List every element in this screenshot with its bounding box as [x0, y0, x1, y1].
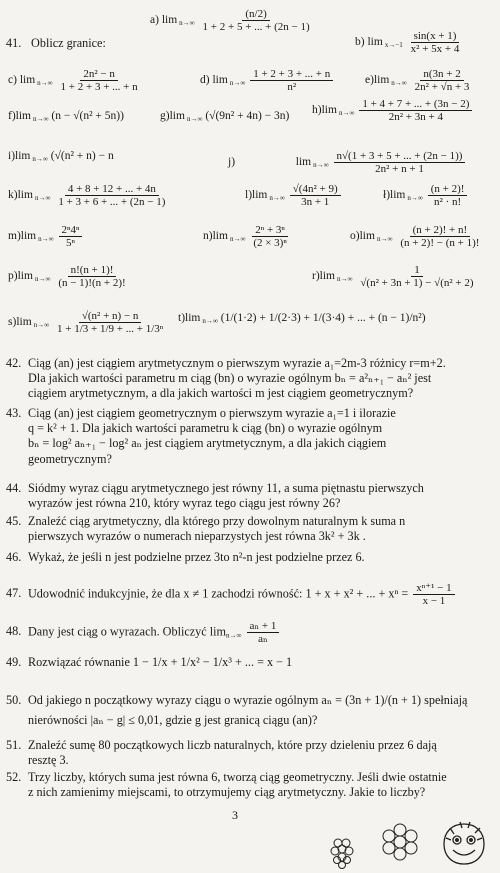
fraction: [413, 582, 454, 607]
lim-sub: n→∞: [34, 194, 51, 203]
lim-word: lim: [17, 270, 33, 283]
problem-number: 45.: [6, 514, 22, 528]
item-label: m): [8, 230, 21, 243]
denominator: (2 × 3)ⁿ: [253, 237, 287, 249]
fraction: [55, 183, 168, 208]
lim-word: lim: [252, 189, 268, 202]
limit-g: [160, 110, 289, 123]
item-label: f): [8, 110, 16, 122]
fraction: [59, 224, 83, 249]
lim-sub: n→∞: [225, 631, 242, 640]
lim-word: lim: [19, 74, 36, 87]
item-label: k): [8, 189, 18, 202]
limit-r: [312, 264, 479, 289]
fraction: [250, 68, 333, 93]
numerator: 1 + 2 + 3 + ... + n: [250, 68, 333, 81]
problem-text-line: Znaleźć sumę 80 początkowych liczb naturalnych, które przy dzieleniu przez 6 dają: [28, 738, 437, 752]
expression: (√(n² + n) − n: [50, 150, 114, 162]
denominator: 1 + 1/3 + 1/9 + ... + 1/3ⁿ: [57, 323, 164, 335]
lim-sub: n→∞: [391, 79, 407, 88]
denominator: 2n² + √n + 3: [414, 81, 470, 93]
problem-number: 43.: [6, 406, 22, 420]
expression: (n − √(n² + 5n)): [51, 110, 124, 122]
fraction: [55, 264, 128, 289]
problem-text-line: geometrycznym?: [28, 451, 112, 466]
numerator: 2ⁿ + 3ⁿ: [252, 224, 288, 237]
lim-sub: n→∞: [179, 19, 195, 28]
item-label: n): [203, 230, 213, 243]
expression: (√(9n² + 4n) − 3n): [205, 110, 290, 122]
lim-sub: n→∞: [269, 194, 285, 203]
fraction: [359, 98, 472, 123]
item-label: j): [228, 156, 236, 169]
problem-text-line: Ciąg (an) jest ciągiem arytmetycznym o pierwszym wyrazie a₁=2m-3 różnicy r=m+2.: [28, 356, 446, 370]
problem-text-line: wyrazów jest równa 210, który wyraz tego ciągu jest równy 26?: [28, 496, 341, 511]
fraction: [428, 183, 468, 208]
limit-e: [365, 68, 474, 93]
lim-word: lim: [15, 110, 32, 122]
numerator: (n/2): [242, 8, 269, 21]
lim-sub: n→∞: [376, 235, 393, 244]
numerator: 1: [411, 264, 423, 277]
item-label: i): [8, 150, 16, 162]
problem-text-line: Siódmy wyraz ciągu arytmetycznego jest równy 11, a suma piętnastu pierwszych: [28, 481, 424, 495]
problem-number: 51.: [6, 738, 22, 752]
problem-number: 44.: [6, 481, 22, 495]
problem-text-line: Dla jakich wartości parametru m ciąg (bn) o wyrazie ogólnym bₙ = a²ₙ₊₁ − aₙ² jest: [28, 371, 432, 386]
lim-sub: n→∞: [186, 115, 203, 123]
item-label: g): [160, 110, 170, 122]
item-label: ł): [383, 189, 391, 202]
problem-number: 48.: [6, 624, 22, 639]
item-label: b): [355, 36, 365, 49]
grapes-doodle-icon: [330, 835, 358, 871]
item-label: r): [312, 270, 320, 283]
lim-sub: n→∞: [37, 79, 53, 88]
item-label: e): [365, 74, 374, 87]
problem-44: [6, 481, 496, 511]
lim-word: lim: [295, 156, 312, 169]
numerator: √(n² + n) − n: [79, 310, 142, 323]
numerator: 2ⁿ4ⁿ: [59, 224, 83, 237]
problem-text-line: z nich zamienimy miejscami, to otrzymujemy ciąg arytmetyczny. Jakie to liczby?: [28, 785, 426, 800]
lim-sub: n→∞: [33, 321, 50, 330]
numerator: n!(n + 1)!: [68, 264, 117, 277]
numerator: sin(x + 1): [411, 30, 460, 43]
problem-text-line: Rozwiązać równanie 1 − 1/x + 1/x² − 1/x³ + ... = x − 1: [28, 655, 293, 669]
item-label: h): [312, 104, 322, 117]
problem-number: 49.: [6, 655, 22, 669]
fraction: [58, 68, 141, 93]
lim-word: lim: [367, 36, 383, 49]
problem-text-line: pierwszych wyrazów o numerach nieparzystych jest równa 3k² + 3k .: [28, 529, 366, 544]
lim-word: lim: [390, 189, 406, 202]
problem-52: [6, 770, 496, 800]
lim-word: lim: [321, 104, 337, 117]
lim-word: lim: [359, 230, 375, 243]
numerator: (n + 2)!: [428, 183, 468, 196]
problem-47: [6, 582, 496, 607]
numerator: 2n² − n: [80, 68, 118, 81]
limit-p: [8, 264, 131, 289]
lim-sub: n→∞: [407, 194, 423, 203]
limit-s: [8, 310, 168, 335]
denominator: x² + 5x + 4: [410, 43, 460, 55]
limit-m: [8, 224, 84, 249]
lim-sub: n→∞: [38, 235, 54, 244]
limit-l-stroke: [383, 183, 469, 208]
denominator: 1 + 2 + 5 + ... + (2n − 1): [202, 21, 310, 33]
denominator: √(n² + 3n + 1) − √(n² + 2): [360, 277, 474, 289]
problem-text-line: Dany jest ciąg o wyrazach. Obliczyć lim: [28, 624, 226, 639]
denominator: 3n + 1: [301, 196, 330, 208]
problem-text-line: Znaleźć ciąg arytmetyczny, dla którego przy dowolnym naturalnym k suma n: [28, 514, 406, 528]
limit-t: [178, 312, 426, 325]
denominator: n²: [287, 81, 297, 93]
lim-word: lim: [16, 316, 32, 329]
problem-43: [6, 406, 496, 467]
denominator: (n − 1)!(n + 2)!: [58, 277, 126, 289]
denominator: n² · n!: [434, 196, 462, 208]
problem-50: [6, 690, 496, 730]
problem-number: 50.: [6, 693, 22, 707]
fraction: [54, 310, 166, 335]
numerator: n(3n + 2: [420, 68, 463, 81]
problem-number: 52.: [6, 770, 22, 784]
item-label: p): [8, 270, 18, 283]
limit-d: [200, 68, 335, 93]
item-label: l): [245, 189, 253, 202]
problem-48: [6, 620, 496, 645]
lim-word: lim: [20, 230, 37, 243]
problem-45: [6, 514, 496, 544]
lim-sub: n→∞: [229, 79, 246, 88]
limit-l: [245, 183, 343, 208]
problem-number: 41.: [6, 36, 22, 50]
problem-text-line: ciągiem arytmetycznym, a dla jakich wartości m jest ciągiem geometrycznym?: [28, 386, 414, 401]
lim-word: lim: [169, 110, 185, 122]
lim-sub: n→∞: [338, 109, 355, 118]
denominator: x − 1: [422, 595, 446, 607]
item-label: s): [8, 316, 17, 329]
problem-text-line: resztę 3.: [28, 753, 69, 768]
problem-number: 46.: [6, 550, 22, 564]
problem-number: 42.: [6, 356, 22, 370]
flower-doodle-icon: [380, 822, 420, 862]
lim-word: lim: [212, 230, 228, 243]
fraction: [290, 183, 341, 208]
problem-text-line: Ciąg (an) jest ciągiem geometrycznym o pierwszym wyrazie a₁=1 i ilorazie: [28, 406, 396, 420]
lim-word: lim: [185, 312, 201, 324]
item-label: c): [8, 74, 17, 87]
problem-42: [6, 356, 496, 402]
limit-b: [355, 30, 464, 55]
expression: (1/(1·2) + 1/(2·3) + 1/(3·4) + ... + (n − 1)/n²): [220, 312, 426, 324]
lim-word: lim: [15, 150, 31, 162]
limit-f: [8, 110, 124, 123]
lim-sub: n→∞: [202, 317, 218, 325]
limit-a: [150, 8, 315, 33]
limit-i: [8, 150, 114, 163]
lim-sub: n→∞: [34, 275, 51, 284]
lim-word: lim: [212, 74, 228, 87]
limit-j: [228, 150, 467, 175]
item-label: d): [200, 74, 210, 87]
problem-intro: Oblicz granice:: [31, 36, 106, 50]
denominator: 2n² + n + 1: [375, 163, 424, 175]
fraction: [247, 620, 280, 645]
item-label: a): [150, 14, 159, 27]
lim-sub: n→∞: [337, 275, 353, 284]
denominator: 2n² + 3n + 4: [388, 111, 443, 123]
problem-text-line: Udowodnić indukcyjnie, że dla x ≠ 1 zachodzi równość: 1 + x + x² + ... + xⁿ =: [28, 586, 409, 601]
lim-word: lim: [17, 189, 33, 202]
fraction: [200, 8, 313, 33]
problem-51: [6, 738, 496, 768]
denominator: 5ⁿ: [65, 237, 75, 249]
item-label: t): [178, 312, 186, 324]
fraction: [408, 30, 463, 55]
numerator: (n + 2)! + n!: [410, 224, 471, 237]
limit-k: [8, 183, 170, 208]
lim-sub: x→−1: [384, 41, 403, 50]
denominator: (n + 2)! − (n + 1)!: [400, 237, 480, 249]
fraction: [250, 224, 290, 249]
problem-number: 47.: [6, 586, 22, 601]
problem-text-line: Trzy liczby, których suma jest równa 6, tworzą ciąg geometryczny. Jeśli dwie ostatnie: [28, 770, 447, 784]
lim-sub: n→∞: [32, 155, 48, 163]
problem-text-line: q = k² + 1. Dla jakich wartości parametru k ciąg (bn) o wyrazie ogólnym: [28, 421, 383, 436]
numerator: xⁿ⁺¹ − 1: [413, 582, 454, 595]
numerator: aₙ + 1: [247, 620, 280, 633]
lim-sub: n→∞: [313, 161, 329, 170]
numerator: n√(1 + 3 + 5 + ... + (2n − 1)): [334, 150, 466, 163]
limit-c: [8, 68, 143, 93]
numerator: √(4n² + 9): [290, 183, 341, 196]
problem-text-line: bₙ = log² aₙ₊₁ − log² aₙ jest ciągiem arytmetycznym, a dla jakich ciągiem: [28, 436, 387, 451]
fraction: [397, 224, 482, 249]
lim-sub: n→∞: [229, 235, 246, 244]
denominator: aₙ: [258, 633, 268, 645]
lim-word: lim: [161, 14, 178, 27]
problem-text-line: Od jakiego n początkowy wyrazy ciągu o wyrazie ogólnym aₙ = (3n + 1)/(n + 1) spełniają: [28, 693, 468, 707]
numerator: 1 + 4 + 7 + ... + (3n − 2): [359, 98, 472, 111]
problem-text-line: Wykaż, że jeśli n jest podzielne przez 3to n²-n jest podzielne przez 6.: [28, 550, 365, 564]
denominator: 1 + 3 + 6 + ... + (2n − 1): [58, 196, 166, 208]
limit-o: [350, 224, 484, 249]
fraction: [357, 264, 476, 289]
limit-h: [312, 98, 474, 123]
denominator: 1 + 2 + 3 + ... + n: [60, 81, 138, 93]
problem-46: [6, 550, 496, 565]
lim-sub: n→∞: [33, 115, 49, 123]
problem-49: [6, 655, 496, 670]
page-number: 3: [232, 808, 238, 822]
smiley-face-doodle-icon: [438, 818, 490, 870]
fraction: [412, 68, 473, 93]
limit-n: [203, 224, 292, 249]
numerator: 4 + 8 + 12 + ... + 4n: [65, 183, 159, 196]
lim-word: lim: [373, 74, 390, 87]
item-label: o): [350, 230, 360, 243]
problem-text-line: nierówności |aₙ − g| ≤ 0,01, gdzie g jest granicą ciągu (an)?: [28, 713, 318, 727]
lim-word: lim: [319, 270, 336, 283]
fraction: [334, 150, 466, 175]
